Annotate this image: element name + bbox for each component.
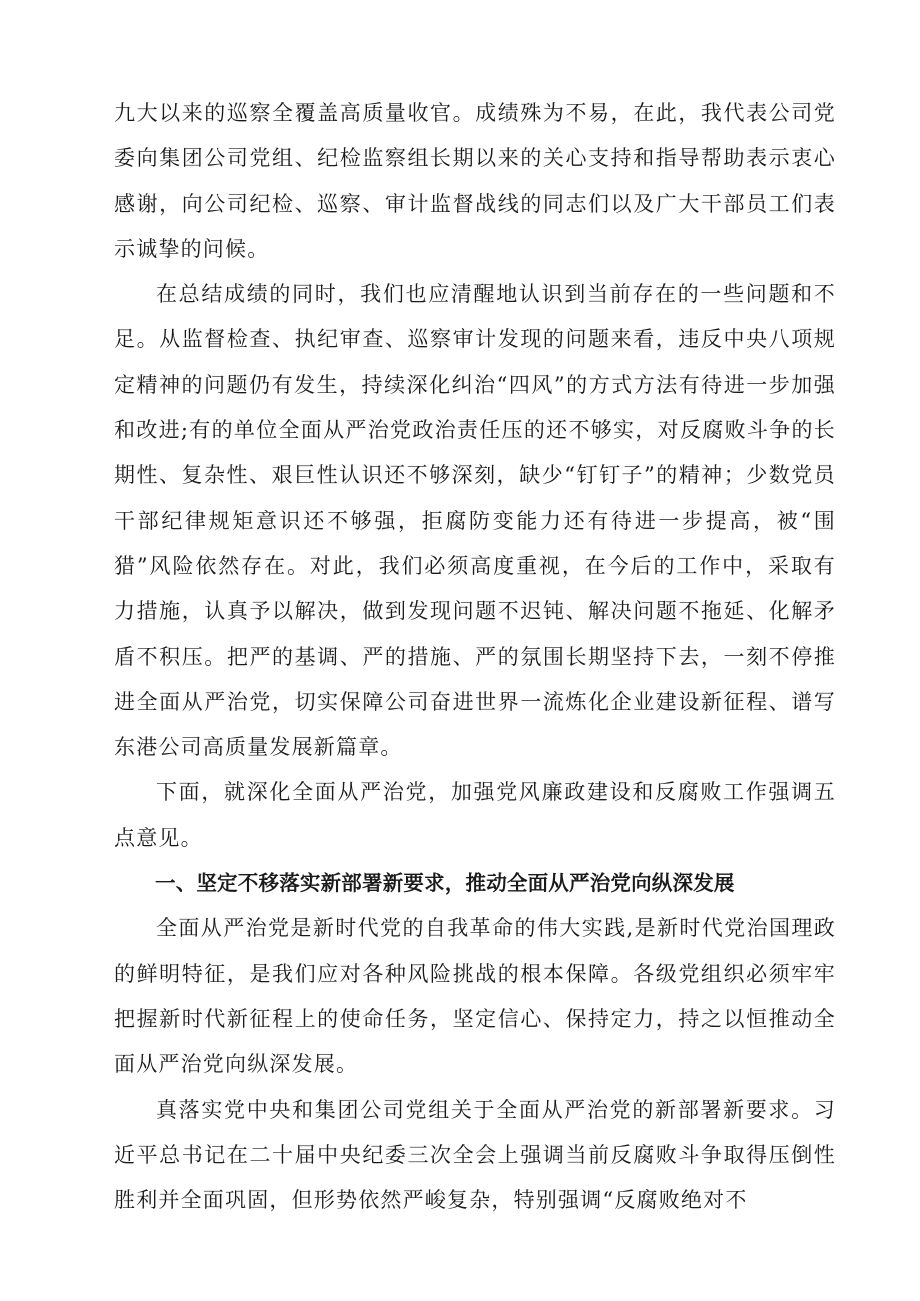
paragraph-problems: 在总结成绩的同时，我们也应清醒地认识到当前存在的一些问题和不足。从监督检查、执纪审查、巡察审计发现的问题来看，违反中央八项规定精神的问题仍有发生，持续深化纠治“四风”的方式方法有待进一步加强和改进;有的单位全面从严治党政治责任压的还不够实，对反腐败斗争的长期性、复杂性、艰巨性认识还不够深刻，缺少“钉钉子”的精神；少数党员干部纪律规矩意识还不够强，拒腐防变能力还有待进一步提高，被“围猎”风险依然存在。对此，我们必须高度重视，在今后的工作中，采取有力措施，认真予以解决，做到发现问题不迟钝、解决问题不拖延、化解矛盾不积压。把严的基调、严的措施、严的氛围长期坚持下去，一刻不停推进全面从严治党，切实保障公司奋进世界一流炼化企业建设新征程、谱写东港公司高质量发展新篇章。	[114, 282, 836, 760]
paragraph-intro: 下面，就深化全面从严治党，加强党风廉政建设和反腐败工作强调五点意见。	[114, 780, 836, 850]
paragraph-section-1: 全面从严治党是新时代党的自我革命的伟大实践,是新时代党治国理政的鲜明特征，是我们应对各种风险挑战的根本保障。各级党组织必须牢牢把握新时代新征程上的使命任务，坚定信心、保持定力，持之以恒推动全面从严治党向纵深发展。	[114, 916, 836, 1077]
section-heading-1: 一、坚定不移落实新部署新要求，推动全面从严治党向纵深发展	[155, 871, 735, 896]
document-page	[114, 91, 836, 1223]
paragraph-continuation: 九大以来的巡察全覆盖高质量收官。成绩殊为不易，在此，我代表公司党委向集团公司党组、纪检监察组长期以来的关心支持和指导帮助表示衷心感谢，向公司纪检、巡察、审计监督战线的同志们以及广大干部员工们表示诚挚的问候。	[114, 101, 836, 261]
paragraph-implementation: 真落实党中央和集团公司党组关于全面从严治党的新部署新要求。习近平总书记在二十届中央纪委三次全会上强调当前反腐败斗争取得压倒性胜利并全面巩固，但形势依然严峻复杂，特别强调“反腐败绝对不	[114, 1097, 836, 1213]
